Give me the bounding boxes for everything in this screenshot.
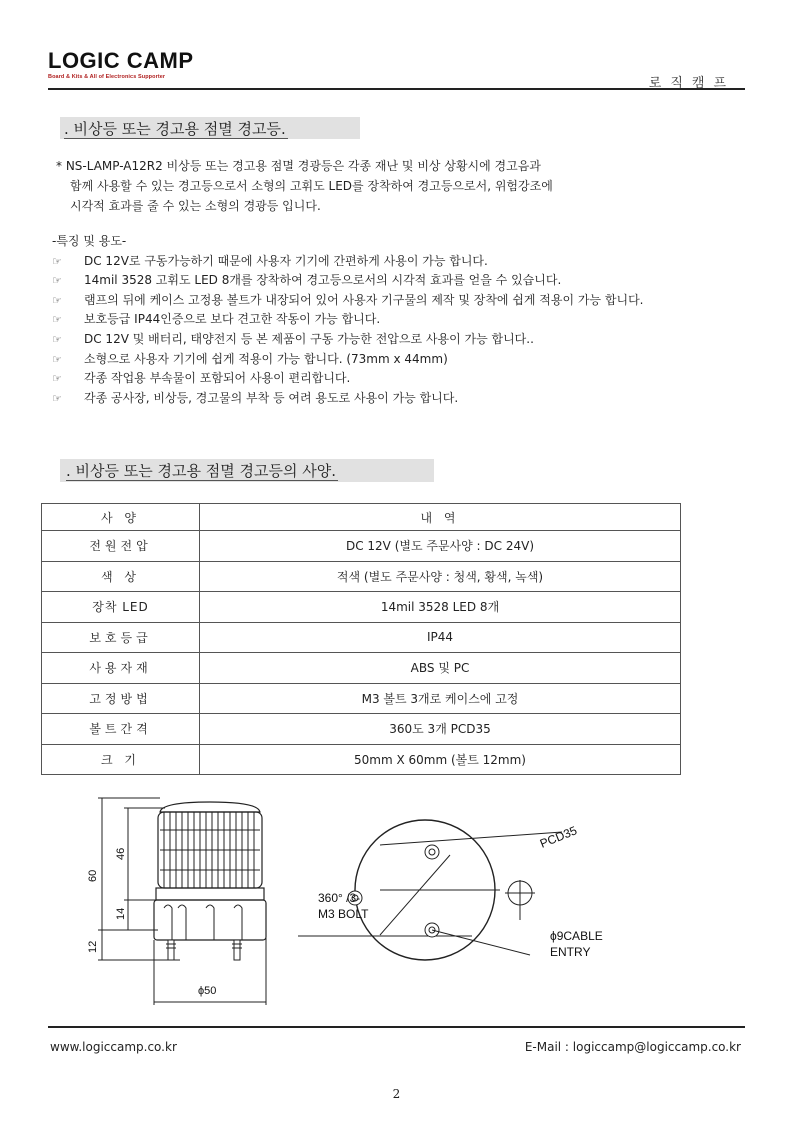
pointing-hand-icon: ☞ — [52, 332, 62, 346]
table-label-cell: 사용자재 — [42, 653, 200, 684]
intro-line: 함께 사용할 수 있는 경고등으로서 소형의 고휘도 LED를 장착하여 경고등으로서, 위험강조에 — [70, 179, 553, 193]
intro-line: 시각적 효과를 줄 수 있는 소형의 경광등 입니다. — [70, 199, 321, 213]
logo-text: LOGIC CAMP — [48, 48, 194, 73]
lamp-side-view — [98, 798, 266, 1005]
table-row — [42, 622, 681, 653]
feature-text: 각종 공사장, 비상등, 경고물의 부착 등 여려 용도로 사용이 가능 합니다. — [84, 390, 459, 405]
spec-table — [41, 503, 681, 775]
table-header-cell: 사 양 — [42, 504, 200, 531]
feature-text: 각종 작업용 부속물이 포함되어 사용이 편리합니다. — [84, 371, 351, 386]
table-label-cell: 전원전압 — [42, 531, 200, 562]
pointing-hand-icon: ☞ — [52, 274, 62, 288]
feature-item — [52, 291, 752, 311]
feature-text: 램프의 뒤에 케이스 고정용 볼트가 내장되어 있어 사용자 기구물의 제작 및 장착에 쉽게 적용이 가능 합니다. — [84, 292, 644, 307]
dim-46-label: 46 — [115, 847, 127, 860]
intro-line: * NS-LAMP-A12R2 비상등 또는 경고용 점멸 경광등은 각종 재난 및 비상 상황시에 경고음과 — [56, 159, 541, 173]
section2-title: . 비상등 또는 경고용 점멸 경고등의 사양. — [60, 459, 434, 482]
feature-text: 소형으로 사용자 기기에 쉽게 적용이 가능 합니다. (73mm x 44mm) — [84, 351, 448, 366]
header-title: 로직캠프 — [648, 76, 735, 91]
feature-text: DC 12V로 구동가능하기 때문에 사용자 기기에 간편하게 사용이 가능 합니다. — [84, 253, 488, 268]
table-row — [42, 744, 681, 775]
table-label-cell: 볼트간격 — [42, 714, 200, 745]
pointing-hand-icon: ☞ — [52, 254, 62, 268]
table-row — [42, 683, 681, 714]
feature-text: 14mil 3528 고휘도 LED 8개를 장착하여 경고등으로서의 시각적 효과를 얻을 수 있습니다. — [84, 273, 562, 288]
dim-12-label: 12 — [87, 940, 99, 953]
feature-item — [52, 330, 752, 350]
feature-item — [52, 271, 752, 291]
pointing-hand-icon: ☞ — [52, 352, 62, 366]
header-divider — [48, 88, 745, 90]
feature-text: DC 12V 및 배터리, 태양전지 등 본 제품이 구동 가능한 전압으로 사용이 가능 합니다.. — [84, 331, 534, 346]
technical-drawing — [80, 790, 660, 1020]
table-row — [42, 592, 681, 623]
table-row — [42, 561, 681, 592]
feature-item — [52, 350, 752, 370]
dim-diameter-label: ϕ50 — [198, 985, 217, 997]
footer-email[interactable]: E-Mail : logiccamp@logiccamp.co.kr — [524, 1040, 741, 1054]
cable-label-1: ϕ9CABLE — [550, 929, 603, 943]
section1-title: . 비상등 또는 경고용 점멸 경고등. — [60, 117, 360, 139]
feature-item — [52, 252, 752, 272]
table-value-cell: M3 볼트 3개로 케이스에 고정 — [200, 683, 681, 714]
table-value-cell: IP44 — [200, 622, 681, 653]
table-value-cell: DC 12V (별도 주문사양 : DC 24V) — [200, 531, 681, 562]
feature-item — [52, 369, 752, 389]
pointing-hand-icon: ☞ — [52, 372, 62, 386]
table-value-cell: ABS 및 PC — [200, 653, 681, 684]
feature-item — [52, 389, 752, 409]
bolt-label-2: M3 BOLT — [318, 907, 369, 921]
page-number: 2 — [392, 1087, 401, 1101]
features-list — [52, 232, 752, 408]
table-value-cell: 50mm X 60mm (볼트 12mm) — [200, 744, 681, 775]
pointing-hand-icon: ☞ — [52, 293, 62, 307]
table-label-cell: 색 상 — [42, 561, 200, 592]
pointing-hand-icon: ☞ — [52, 313, 62, 327]
bolt-label-1: 360° /3- — [318, 891, 361, 905]
table-label-cell: 보호등급 — [42, 622, 200, 653]
table-row — [42, 531, 681, 562]
cable-label-2: ENTRY — [550, 945, 591, 959]
pointing-hand-icon: ☞ — [52, 391, 62, 405]
pcd-label: PCD35 — [537, 823, 579, 851]
table-value-cell: 360도 3개 PCD35 — [200, 714, 681, 745]
table-header-cell: 내 역 — [200, 504, 681, 531]
table-row — [42, 653, 681, 684]
table-header-row — [42, 504, 681, 531]
intro-paragraph — [56, 156, 746, 216]
feature-item — [52, 310, 752, 330]
table-value-cell: 14mil 3528 LED 8개 — [200, 592, 681, 623]
footer-divider — [48, 1026, 745, 1028]
logo-tagline: Board & Kits & All of Electronics Supporter — [48, 74, 166, 80]
feature-text: 보호등급 IP44인증으로 보다 견고한 작동이 가능 합니다. — [84, 312, 381, 327]
table-label-cell: 고정방법 — [42, 683, 200, 714]
footer-website[interactable]: www.logiccamp.co.kr — [50, 1040, 177, 1054]
table-label-cell: 장착 LED — [42, 592, 200, 623]
features-title: -특징 및 용도- — [52, 234, 127, 248]
table-value-cell: 적색 (별도 주문사양 : 청색, 황색, 녹색) — [200, 561, 681, 592]
dim-60-label: 60 — [87, 869, 99, 882]
table-row — [42, 714, 681, 745]
lamp-top-view — [298, 820, 562, 960]
table-label-cell: 크 기 — [42, 744, 200, 775]
dim-14-label: 14 — [115, 907, 127, 920]
logo — [48, 50, 194, 80]
